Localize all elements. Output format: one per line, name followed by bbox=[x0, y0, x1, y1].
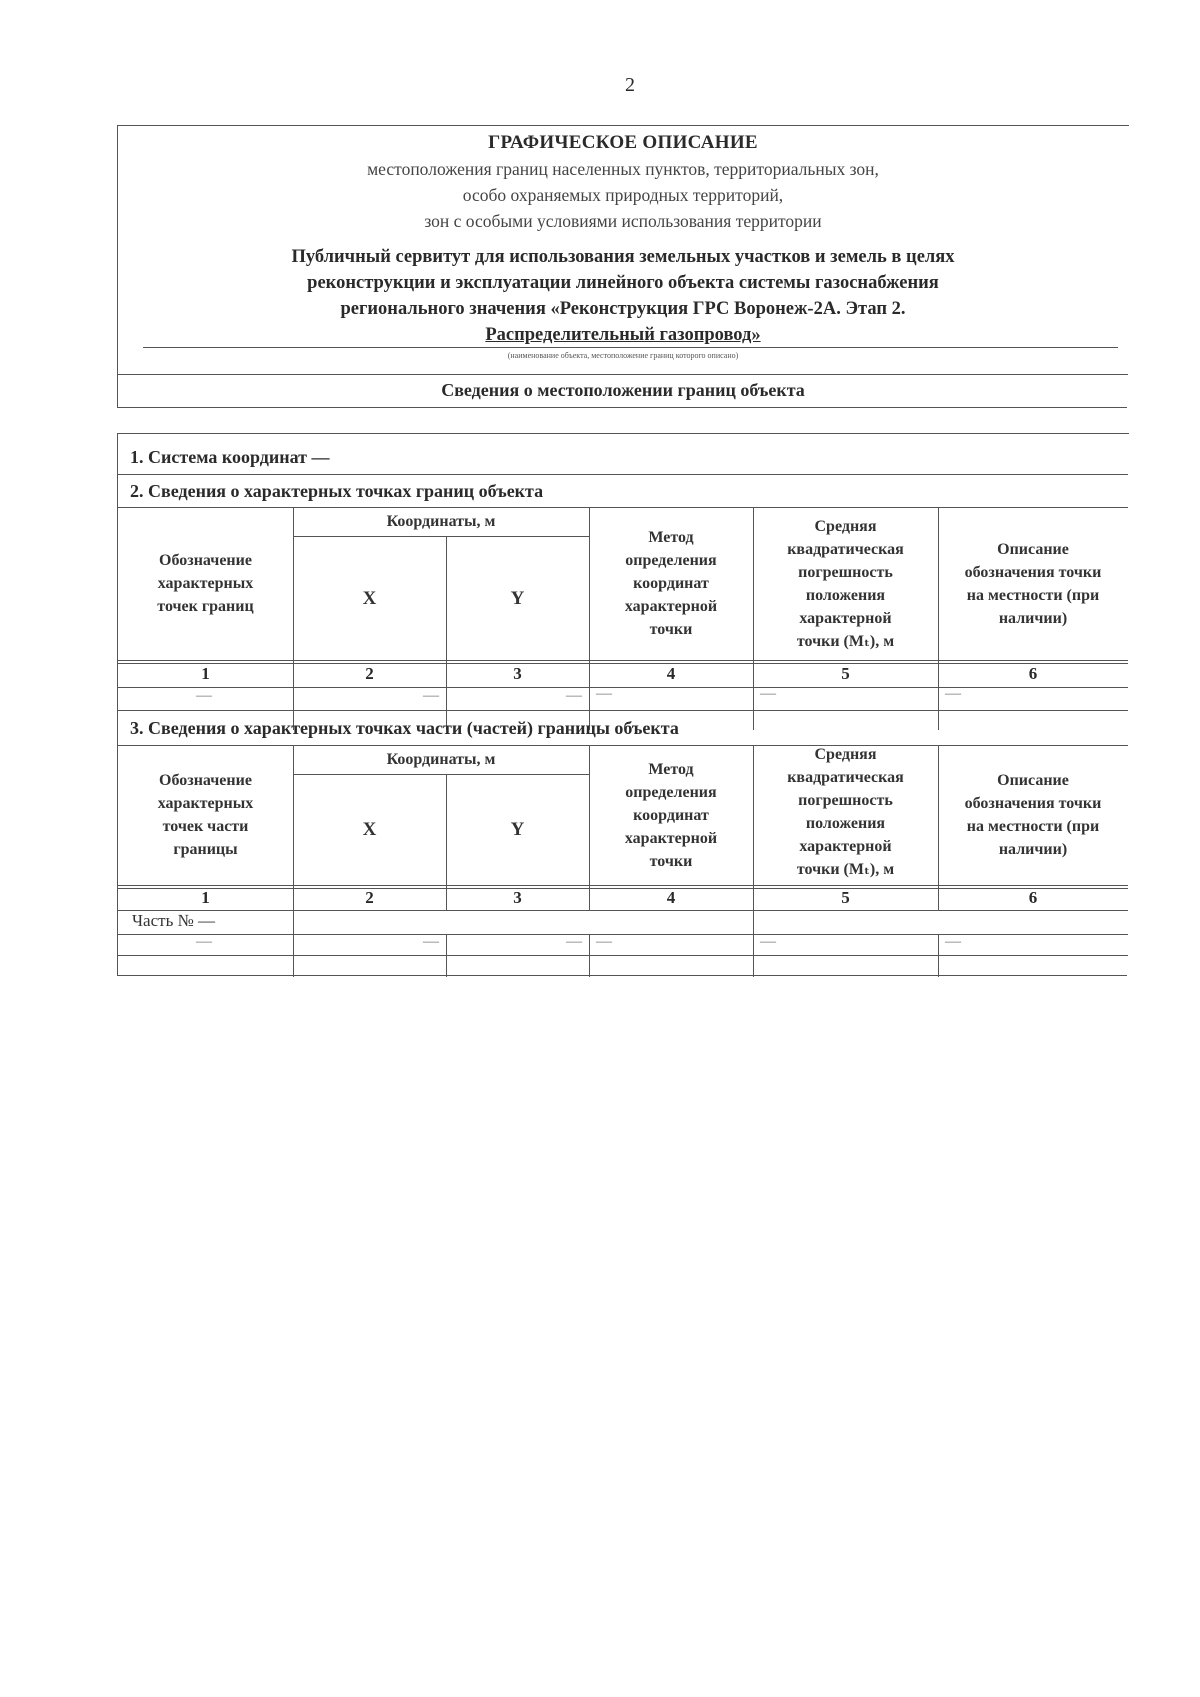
section-1-label: 1. Система координат — bbox=[130, 447, 330, 467]
column-number: 3 bbox=[513, 664, 522, 683]
table-cell: — bbox=[196, 933, 212, 950]
header-block bbox=[117, 125, 1127, 408]
header-coordinates: Координаты, м bbox=[386, 513, 496, 530]
document-title: ГРАФИЧЕСКОЕ ОПИСАНИЕ bbox=[488, 132, 758, 153]
column-number: 6 bbox=[1028, 888, 1038, 907]
header-point-designation: Обозначение характерных точек части границы bbox=[157, 772, 254, 858]
section-title: Сведения о местоположении границ объекта bbox=[441, 380, 805, 400]
column-number: 6 bbox=[1028, 664, 1038, 683]
header-description: Описание обозначения точки на местности (при наличии) bbox=[964, 772, 1102, 858]
column-number: 4 bbox=[666, 664, 676, 683]
name-underline bbox=[143, 347, 1118, 348]
header-error: Средняя квадратическая погрешность положения характерной точки (Mₜ), м bbox=[787, 517, 904, 650]
table-cell: — bbox=[423, 933, 439, 950]
column-number: 3 bbox=[513, 888, 522, 907]
header-x: X bbox=[362, 587, 377, 609]
column-number: 5 bbox=[841, 888, 850, 907]
object-name-line: реконструкции и эксплуатации линейного объекта системы газоснабжения bbox=[307, 273, 939, 293]
table-cell: — bbox=[596, 685, 612, 702]
section-2-label: 2. Сведения о характерных точках границ объекта bbox=[130, 481, 544, 501]
coordinates-block bbox=[117, 433, 1127, 976]
column-number: 2 bbox=[365, 888, 374, 907]
divider bbox=[118, 374, 1128, 375]
table-cell: — bbox=[423, 687, 439, 704]
subtitle-line: местоположения границ населенных пунктов, территориальных зон, bbox=[367, 159, 879, 179]
table-cell: — bbox=[760, 933, 776, 950]
part-label: Часть № — bbox=[132, 911, 216, 930]
subtitle-line: зон с особыми условиями использования территории bbox=[424, 211, 822, 231]
header-description: Описание обозначения точки на местности (при наличии) bbox=[964, 540, 1102, 627]
column-number: 1 bbox=[201, 888, 210, 907]
header-y: Y bbox=[510, 819, 525, 840]
table-cell: — bbox=[196, 687, 212, 704]
header-coordinates: Координаты, м bbox=[386, 751, 496, 768]
column-number: 4 bbox=[666, 888, 676, 907]
table-cell: — bbox=[945, 685, 961, 702]
column-number: 2 bbox=[365, 664, 374, 683]
subtitle-line: особо охраняемых природных территорий, bbox=[462, 185, 784, 205]
column-number: 1 bbox=[201, 664, 210, 683]
table-cell: — bbox=[566, 933, 582, 950]
column-number: 5 bbox=[841, 664, 850, 683]
section-3-label: 3. Сведения о характерных точках части (частей) границы объекта bbox=[130, 718, 679, 738]
table-cell: — bbox=[596, 933, 612, 950]
page-number: 2 bbox=[625, 74, 635, 96]
header-x: X bbox=[362, 819, 377, 840]
object-name-line: Распределительный газопровод» bbox=[485, 325, 761, 345]
table-cell: — bbox=[566, 687, 582, 704]
name-caption: (наименование объекта, местоположение границ которого описано) bbox=[507, 351, 739, 360]
table-cell: — bbox=[945, 933, 961, 950]
object-name-line: Публичный сервитут для использования земельных участков и земель в целях bbox=[291, 247, 955, 267]
header-method: Метод определения координат характерной точки bbox=[624, 529, 718, 638]
header-point-designation: Обозначение характерных точек границ bbox=[157, 552, 254, 615]
header-y: Y bbox=[510, 587, 525, 609]
header-method: Метод определения координат характерной точки bbox=[624, 760, 718, 870]
object-name-line: регионального значения «Реконструкция ГРС Воронеж-2А. Этап 2. bbox=[340, 299, 906, 319]
table-cell: — bbox=[760, 685, 776, 702]
header-error: Средняя квадратическая погрешность положения характерной точки (Mₜ), м bbox=[787, 746, 904, 878]
